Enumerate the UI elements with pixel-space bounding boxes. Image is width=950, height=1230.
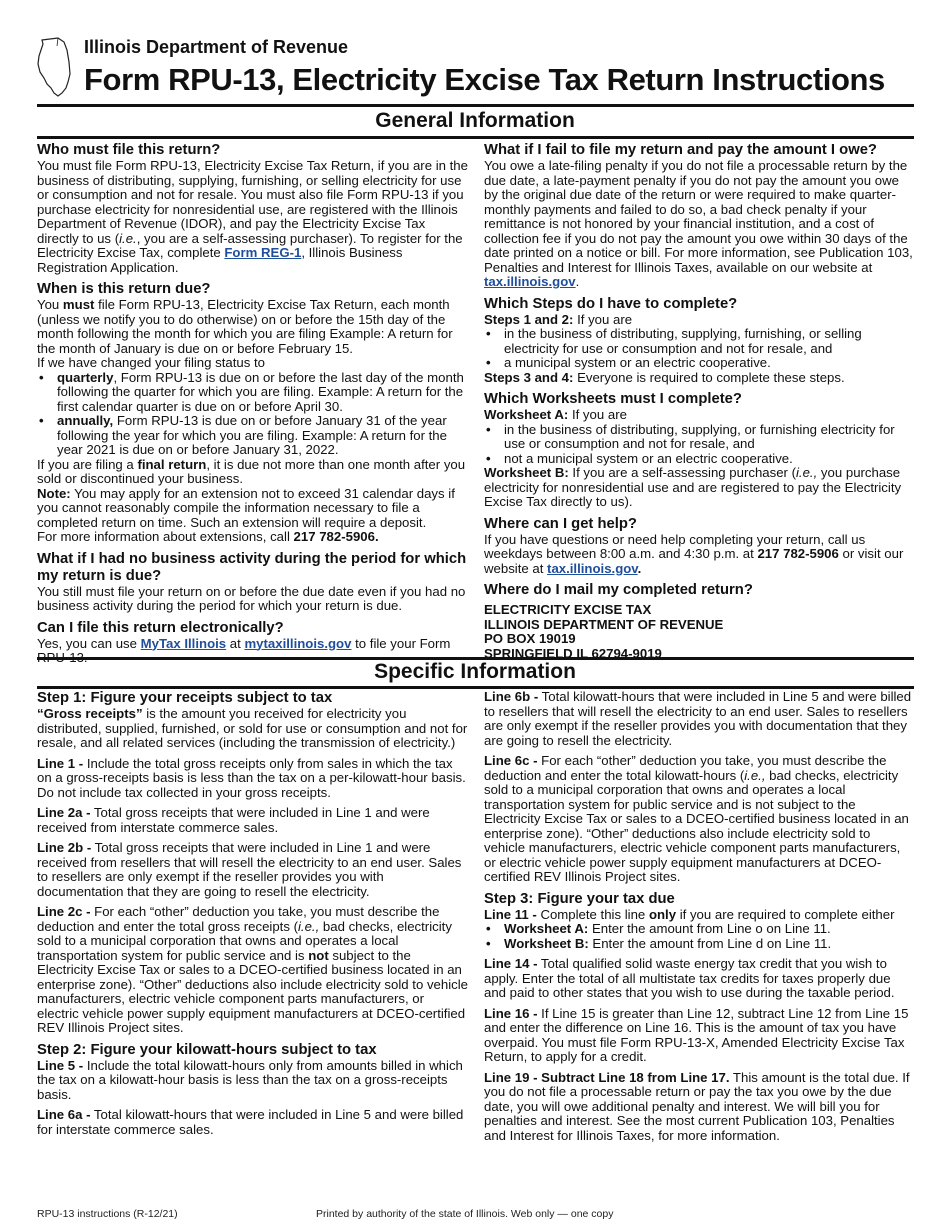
extension-contact: For more information about extensions, call 217 782-5906. bbox=[37, 529, 379, 544]
list-item: • in the business of distributing, supplying, or furnishing electricity for use or consumption and not for resale, and bbox=[484, 423, 914, 452]
fail-to-file-heading: What if I fail to file my return and pay the amount I owe? bbox=[484, 142, 877, 158]
line-6b-text: Line 6b - Total kilowatt-hours that were included in Line 5 and were billed to resellers that will resell the electricity to an end user. Sales to resellers are only exempt if the reseller provides you with documentation that they are going to resell the electricity. bbox=[484, 689, 912, 748]
page-title: Form RPU-13, Electricity Excise Tax Return Instructions bbox=[84, 62, 885, 97]
line-1-text: Line 1 - Include the total gross receipts only from sales in which the tax on a gross-receipts basis is less than the tax on a per-kilowatt-hour basis. Do not include tax collected in your gross receipts. bbox=[37, 755, 466, 800]
step-3-heading: Step 3: Figure your tax due bbox=[484, 890, 675, 907]
general-right-column bbox=[484, 142, 914, 661]
tax-illinois-gov-link[interactable]: tax.illinois.gov bbox=[484, 274, 576, 289]
mytax-illinois-link[interactable]: MyTax Illinois bbox=[140, 635, 227, 651]
list-item: • in the business of distributing, supplying, furnishing, or selling electricity for use or consumption and not for resale, and bbox=[484, 327, 914, 356]
line-2a-text: Line 2a - Total gross receipts that were included in Line 1 and were received from interstate commerce sales. bbox=[37, 805, 430, 835]
line-16-text: Line 16 - If Line 15 is greater than Line 12, subtract Line 12 from Line 15 and enter the difference on Line 16. This is the amount of tax you have overpaid. You must file Form RPU-13-X, Amended Electricity Excise Tax Return, to apply for a credit. bbox=[484, 1005, 909, 1064]
step-1-heading: Step 1: Figure your receipts subject to tax bbox=[37, 690, 333, 706]
list-item: • not a municipal system or an electric cooperative. bbox=[484, 452, 914, 467]
form-reg-1-link[interactable]: Form REG-1 bbox=[224, 245, 302, 260]
address-line: ILLINOIS DEPARTMENT OF REVENUE bbox=[484, 616, 724, 632]
when-due-heading: When is this return due? bbox=[37, 281, 211, 297]
illinois-state-outline-icon bbox=[36, 36, 76, 98]
line-11-text: Line 11 - Complete this line only if you are required to complete either bbox=[484, 906, 895, 922]
address-line: ELECTRICITY EXCISE TAX bbox=[484, 602, 652, 617]
who-must-file-text: You must file Form RPU-13, Electricity Excise Tax Return, if you are in the business of distributing, supplying, furnishing, or selling electricity for use or consumption and not for resale. You must also file Form RPU-13 if you purchase electricity for nonresidential use, are registered with the Illinois Department of Revenue (IDOR), and pay the Electricity Excise Tax directly to us (i.e., you are a self-assessing purchaser). To register for the Electricity Excise Tax, complete Form REG-1, Illinois Business Registration Application. bbox=[37, 158, 468, 275]
when-due-text: You must file Form RPU-13, Electricity Excise Tax Return, each month (unless we notify you to do otherwise) on or before the 15th day of the month following the month for which you are filing Example: A return for the month of January is due on or before February 15. bbox=[37, 297, 453, 356]
fail-to-file-text: You owe a late-filing penalty if you do not file a processable return by the due date, a late-payment penalty if you do not pay the amount you owe by the original due date of the return or were required to make quarter-monthly payments and failed to do so, a bad check penalty if your remittance is not honored by your financial institution, and a cost of collection fee if you do not pay the amount you owe within 30 days of the date printed on a notice or bill. For more information, see Publication 103, Penalties and Interest for Illinois Taxes, available on our website at tax.illinois.gov. bbox=[484, 158, 913, 289]
divider bbox=[37, 104, 914, 107]
line-11-worksheet-list bbox=[484, 922, 914, 951]
address-line: SPRINGFIELD IL 62794-9019 bbox=[484, 645, 662, 661]
general-information-heading: General Information bbox=[375, 109, 575, 132]
final-return-text: If you are filing a final return, it is due not more than one month after you sold or discontinued your business. bbox=[37, 456, 466, 486]
gross-receipts-text: “Gross receipts” is the amount you received for electricity you distributed, supplied, furnished, or sold for use or consumption and not for resale, and all related services (including the transmission of electricity.) bbox=[37, 706, 468, 750]
file-electronically-text: Yes, you can use MyTax Illinois at mytaxillinois.gov to file your Form RPU-13. bbox=[37, 635, 451, 665]
line-2b-text: Line 2b - Total gross receipts that were included in Line 1 and were received from resellers that will resell the electricity to an end user. Sales to resellers are only exempt if the reseller provides you with documentation that they are going to resell the electricity. bbox=[37, 840, 462, 899]
steps-list bbox=[484, 327, 914, 371]
steps-3-4-text: Steps 3 and 4: Everyone is required to complete these steps. bbox=[484, 369, 845, 385]
list-item: • Worksheet A: Enter the amount from Line o on Line 11. bbox=[484, 922, 914, 937]
worksheet-a-list bbox=[484, 423, 914, 467]
file-electronically-heading: Can I file this return electronically? bbox=[37, 619, 284, 636]
print-authority: Printed by authority of the state of Illinois. Web only — one copy bbox=[316, 1208, 614, 1220]
mail-return-heading: Where do I mail my completed return? bbox=[484, 582, 753, 598]
tax-illinois-gov-link[interactable]: tax.illinois.gov bbox=[547, 560, 638, 576]
line-14-text: Line 14 - Total qualified solid waste energy tax credit that you wish to apply. Enter the total of all multistate tax credits for taxes properly due and paid to other states that you wish to use during the taxable period. bbox=[484, 956, 895, 1000]
filing-status-text: If we have changed your filing status to bbox=[37, 355, 265, 370]
extension-note: Note: You may apply for an extension not to exceed 31 calendar days if you cannot reasonably compile the information necessary to file a completed return on time. Such an extension will require a deposit. bbox=[37, 485, 455, 530]
line-5-text: Line 5 - Include the total kilowatt-hours only from amounts billed in which the tax on a kilowatt-hour basis is less than the tax on a gross-receipts basis. bbox=[37, 1057, 463, 1102]
filing-status-list bbox=[37, 371, 469, 458]
line-6c-text: Line 6c - For each “other” deduction you take, you must describe the deduction and enter the total kilowatt-hours (i.e., bad checks, electricity sold to a municipal corporation that owns and operates a local transportation system for public service and is not subject to the Electricity Excise Tax or sales to a DCEO-certified business located in an enterprise zone). “Other” deductions also include electricity sold to vehicle manufacturers, electric vehicle component parts manufacturers, or electric vehicle power supply equipment manufacturers at DCEO-certified REV Illinois Project sites. bbox=[484, 753, 909, 884]
get-help-heading: Where can I get help? bbox=[484, 515, 637, 532]
list-item: • Worksheet B: Enter the amount from Line d on Line 11. bbox=[484, 937, 914, 952]
no-activity-heading: What if I had no business activity during the period for which my return is due? bbox=[37, 550, 467, 584]
specific-left-column bbox=[37, 690, 469, 1137]
step-2-heading: Step 2: Figure your kilowatt-hours subject to tax bbox=[37, 1041, 377, 1058]
form-revision-id: RPU-13 instructions (R-12/21) bbox=[37, 1208, 178, 1220]
get-help-text: If you have questions or need help completing your return, call us weekdays between 8:00 a.m. and 4:30 p.m. at 217 782-5906 or visit our website at tax.illinois.gov. bbox=[484, 531, 904, 576]
line-6a-text: Line 6a - Total kilowatt-hours that were included in Line 5 and were billed for interstate commerce sales. bbox=[37, 1107, 464, 1137]
divider bbox=[37, 136, 914, 139]
no-activity-text: You still must file your return on or before the due date even if you had no business activity during the period for which your return is due. bbox=[37, 583, 466, 613]
address-line: PO BOX 19019 bbox=[484, 631, 576, 646]
list-item: • quarterly, Form RPU-13 is due on or before the last day of the month following the quarter for which you are filing. Example: A return for the first calendar quarter is due on or before April 30. bbox=[37, 371, 469, 415]
list-item: • a municipal system or an electric cooperative. bbox=[484, 356, 914, 371]
agency-name: Illinois Department of Revenue bbox=[84, 37, 349, 57]
line-2c-text: Line 2c - For each “other” deduction you take, you must describe the deduction and enter the total gross receipts (i.e., bad checks, electricity sold to a municipal corporation that owns and operates a local transportation system for public service and is not subject to the Electricity Excise Tax or sales to a DCEO-certified business located in an enterprise zone). “Other” deductions also include electricity sold to vehicle manufacturers, electric vehicle component parts manufacturers, or electric vehicle power supply equipment manufacturers at DCEO-certified REV Illinois Project sites. bbox=[37, 904, 469, 1035]
general-left-column bbox=[37, 142, 469, 666]
which-worksheets-heading: Which Worksheets must I complete? bbox=[484, 391, 742, 407]
list-item: • annually, Form RPU-13 is due on or before January 31 of the year following the year for which you are filing. Example: A return for the year 2021 is due on or before January 31, 2022. bbox=[37, 414, 469, 458]
mailing-address bbox=[484, 603, 914, 661]
mytaxillinois-gov-link[interactable]: mytaxillinois.gov bbox=[244, 635, 352, 651]
specific-right-column bbox=[484, 690, 914, 1143]
line-19-text: Line 19 - Subtract Line 18 from Line 17. This amount is the total due. If you do not file a processable return or pay the tax you owe by the due date, you will owe additional penalty and interest. We will bill you for penalties and interest. See the most current Publication 103, Penalties and Interest for Illinois Taxes, for more information. bbox=[484, 1069, 910, 1143]
header bbox=[36, 34, 914, 104]
specific-information-heading: Specific Information bbox=[374, 660, 576, 683]
worksheet-b-text: Worksheet B: If you are a self-assessing purchaser (i.e., you purchase electricity for nonresidential use and are registered to pay the Electricity Excise Tax directly to us). bbox=[484, 465, 902, 509]
worksheet-a-text: Worksheet A: If you are bbox=[484, 407, 627, 422]
who-must-file-heading: Who must file this return? bbox=[37, 142, 221, 158]
which-steps-heading: Which Steps do I have to complete? bbox=[484, 295, 738, 312]
steps-1-2-text: Steps 1 and 2: If you are bbox=[484, 311, 633, 327]
